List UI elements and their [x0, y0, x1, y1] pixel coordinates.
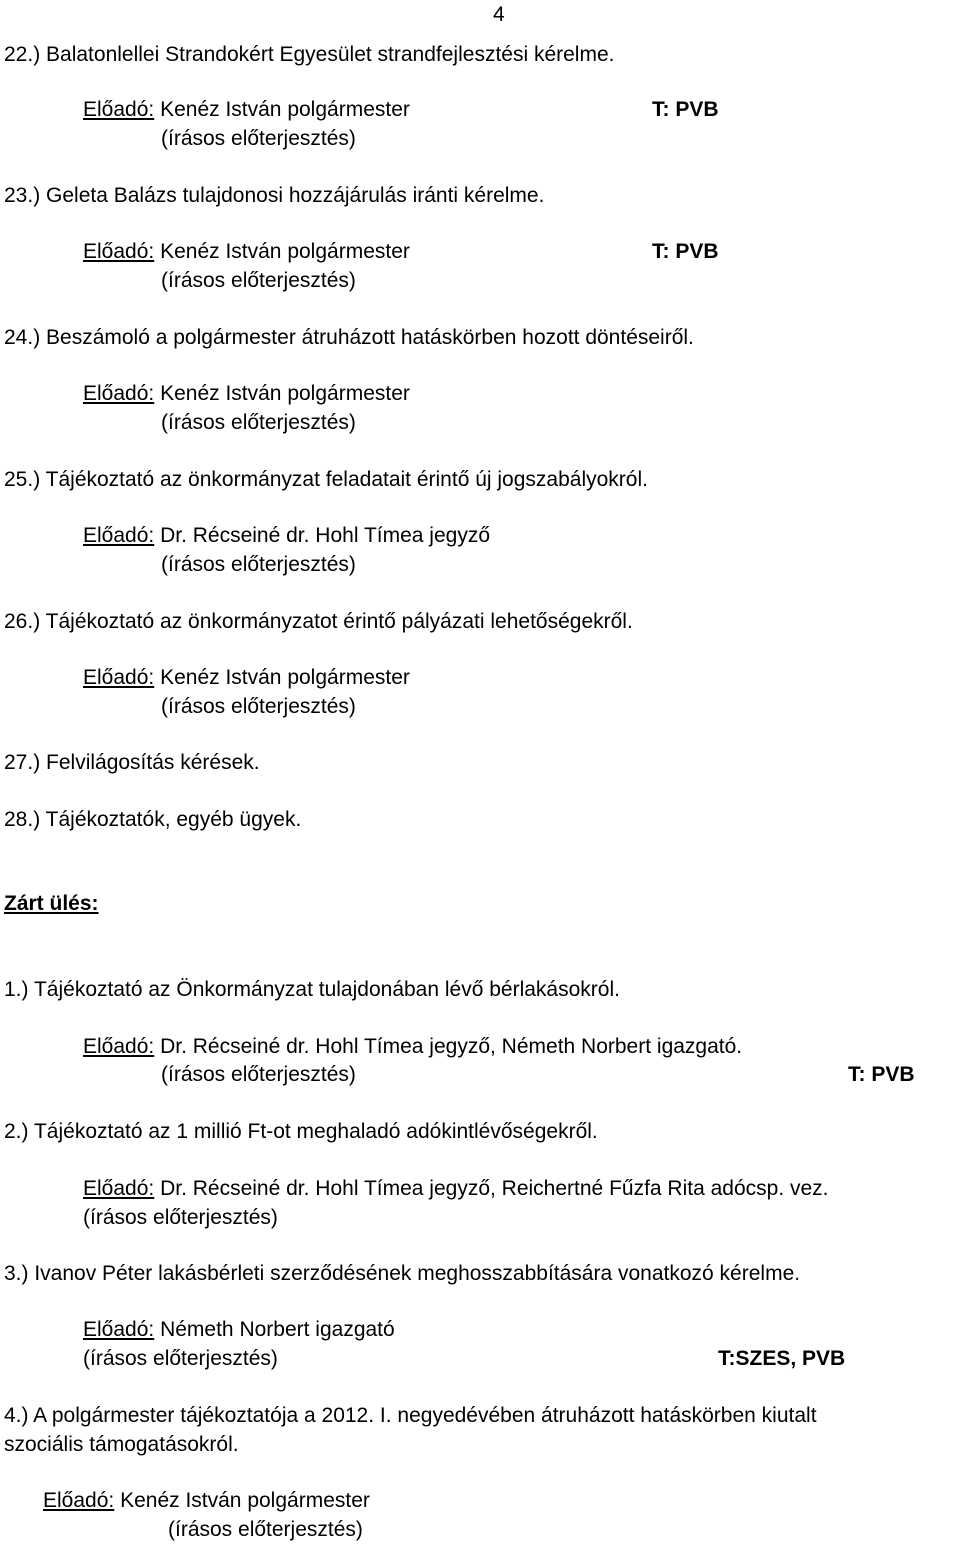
presenter-name: Dr. Récseiné dr. Hohl Tímea jegyző, Reichertné Fűzfa Rita adócsp. vez.: [160, 1177, 829, 1200]
presenter-label: Előadó:: [83, 98, 155, 121]
presenter-label: Előadó:: [83, 382, 155, 405]
committee: T: PVB: [652, 240, 719, 263]
written-note: (írásos előterjesztés): [161, 127, 356, 150]
agenda-item-title-continued: szociális támogatásokról.: [4, 1433, 239, 1456]
written-note: (írásos előterjesztés): [161, 695, 356, 718]
presenter-name: Dr. Récseiné dr. Hohl Tímea jegyző: [160, 524, 491, 547]
presenter-name: Dr. Récseiné dr. Hohl Tímea jegyző, Németh Norbert igazgató.: [160, 1035, 743, 1058]
committee: T: PVB: [652, 98, 719, 121]
presenter-line: [83, 99, 410, 120]
presenter-name: Kenéz István polgármester: [160, 382, 410, 405]
agenda-item-title: 22.) Balatonlellei Strandokért Egyesület strandfejlesztési kérelme.: [4, 43, 615, 66]
written-note: (írásos előterjesztés): [161, 411, 356, 434]
presenter-line: [83, 667, 410, 688]
presenter-label: Előadó:: [83, 666, 155, 689]
presenter-name: Kenéz István polgármester: [160, 666, 410, 689]
agenda-item-title: 1.) Tájékoztató az Önkormányzat tulajdonában lévő bérlakásokról.: [4, 978, 620, 1001]
presenter-line: [83, 1036, 742, 1057]
agenda-item-title: 27.) Felvilágosítás kérések.: [4, 751, 260, 774]
presenter-label: Előadó:: [83, 524, 155, 547]
closed-session-heading: Zárt ülés:: [4, 892, 99, 915]
presenter-name: Németh Norbert igazgató: [160, 1318, 395, 1341]
written-note: (írásos előterjesztés): [168, 1518, 363, 1541]
presenter-line: [83, 1319, 395, 1340]
agenda-item-title: 23.) Geleta Balázs tulajdonosi hozzájárulás iránti kérelme.: [4, 184, 545, 207]
agenda-item-title: 3.) Ivanov Péter lakásbérleti szerződésének meghosszabbítására vonatkozó kérelme.: [4, 1262, 801, 1285]
presenter-label: Előadó:: [83, 1035, 155, 1058]
presenter-label: Előadó:: [83, 240, 155, 263]
written-note: (írásos előterjesztés): [161, 553, 356, 576]
agenda-item-title: 25.) Tájékoztató az önkormányzat feladatait érintő új jogszabályokról.: [4, 468, 648, 491]
presenter-name: Kenéz István polgármester: [160, 240, 410, 263]
presenter-name: Kenéz István polgármester: [160, 98, 410, 121]
presenter-line: [83, 241, 410, 262]
written-note: (írásos előterjesztés): [83, 1206, 278, 1229]
committee: T: PVB: [848, 1063, 915, 1086]
committee: T:SZES, PVB: [718, 1347, 846, 1370]
presenter-label: Előadó:: [83, 1177, 155, 1200]
presenter-line: [43, 1490, 370, 1511]
presenter-label: Előadó:: [43, 1489, 115, 1512]
written-note: (írásos előterjesztés): [161, 269, 356, 292]
written-note: (írásos előterjesztés): [161, 1063, 356, 1086]
presenter-label: Előadó:: [83, 1318, 155, 1341]
agenda-item-title: 24.) Beszámoló a polgármester átruházott hatáskörben hozott döntéseiről.: [4, 326, 694, 349]
presenter-line: [83, 383, 410, 404]
presenter-name: Kenéz István polgármester: [120, 1489, 370, 1512]
written-note: (írásos előterjesztés): [83, 1347, 278, 1370]
agenda-item-title: 26.) Tájékoztató az önkormányzatot érintő pályázati lehetőségekről.: [4, 610, 633, 633]
agenda-item-title: 28.) Tájékoztatók, egyéb ügyek.: [4, 808, 302, 831]
agenda-item-title: 4.) A polgármester tájékoztatója a 2012. I. negyedévében átruházott hatáskörben kiutalt: [4, 1404, 817, 1427]
presenter-line: [83, 1178, 829, 1199]
presenter-line: [83, 525, 490, 546]
page-number: 4: [493, 3, 505, 26]
agenda-item-title: 2.) Tájékoztató az 1 millió Ft-ot meghaladó adókintlévőségekről.: [4, 1120, 598, 1143]
